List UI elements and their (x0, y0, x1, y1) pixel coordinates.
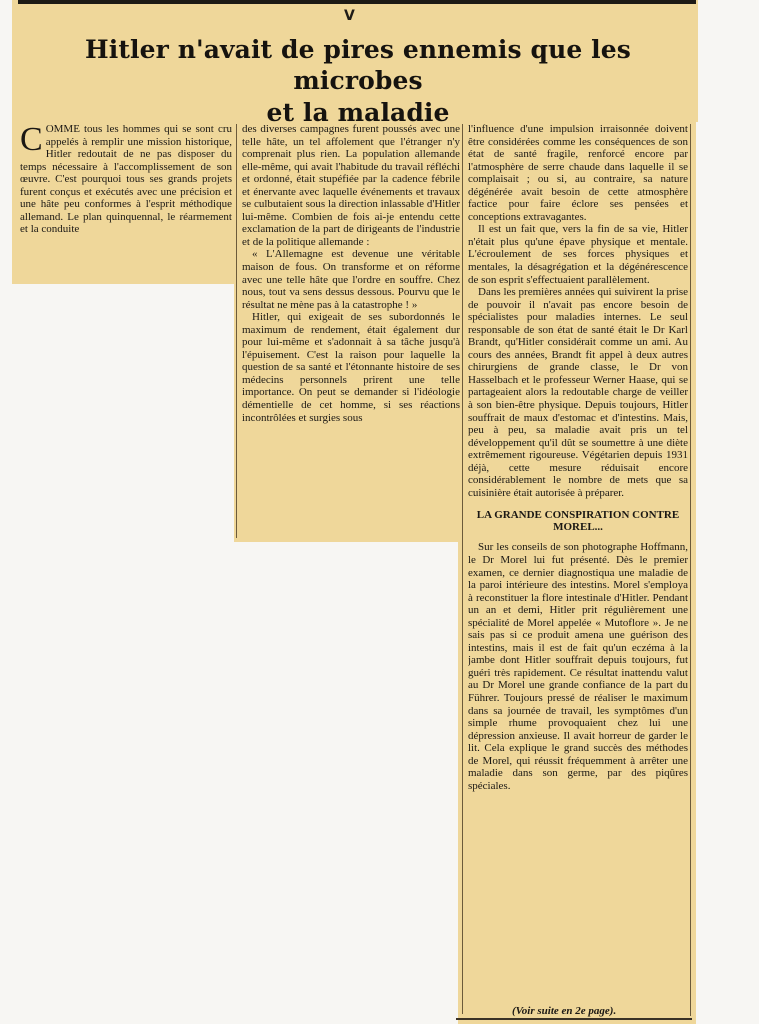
drop-cap: C (20, 123, 43, 158)
paragraph: OMME tous les hommes qui se sont cru appelés à remplir une mission historique, Hitler redoutait de ne pas disposer du temps nécessaire à l'accomplissement de son œuvre. C'est pourquoi tous ses grands projets furent conçus et exécutés avec une précision et une hâte peu conformes à l'esprit méthodique allemand. Le plan quinquennal, le réarmement et la conduite (20, 123, 232, 236)
headline-line-1: Hitler n'avait de pires ennemis que les microbes (85, 35, 631, 96)
column-3 (468, 123, 688, 1003)
headline (20, 34, 696, 128)
bottom-rule (456, 1018, 692, 1020)
column-rule-2 (462, 124, 463, 1014)
paragraph: Dans les premières années qui suivirent la prise de pouvoir il n'avait pas encore besoin de spécialistes pour maladies internes. Le seul responsable de son état de santé était le Dr Karl Brandt, qu'Hitler considérait comme un ami. Au cours des années, Brandt fit appel à deux autres chirurgiens de grande classe, le Dr von Hasselbach et le professeur Werner Haase, qui se partageaient alors la redoutable charge de veiller à son bien-être physique. Depuis toujours, Hitler souffrait de maux d'estomac et d'intestins. Mais, peu à peu, sa maladie avait pris un tel développement qu'il dût se soumettre à une diète extrêmement rigoureuse. Végétarien depuis 1931 déjà, cette mesure réduisait encore considérablement le nombre de mets que sa cuisinière était autorisée à préparer. (468, 286, 688, 499)
headline-line-2: et la maladie (266, 97, 450, 127)
paragraph: « L'Allemagne est devenue une véritable maison de fous. On transforme et on réforme avec une telle hâte que l'ordre en souffre. Chez nous, tout va sens dessus dessous. Pourvu que le résultat ne mène pas à la catastrophe ! » (242, 248, 460, 311)
paragraph: Hitler, qui exigeait de ses subordonnés le maximum de rendement, était également dur pour lui-même et s'adonnait à sa tâche jusqu'à l'épuisement. C'est la raison pour laquelle la question de sa santé et l'étonnante histoire de ses médecins personnels prirent une telle importance. On peut se demander si l'idéologie démentielle de cet homme, si ses réactions incontrôlées et surgies sous (242, 311, 460, 424)
paragraph: des diverses campagnes furent poussés avec une telle hâte, un tel affolement que l'étranger n'y comprenait plus rien. La population allemande elle-même, qui avait l'habitude du travail réfléchi et ordonné, était stupéfiée par la cadence fébrile et énervante avec laquelle événements et travaux se culbutaient sous la direction inlassable d'Hitler lui-même. Combien de fois ai-je entendu cette exclamation de la part de dirigeants de l'industrie et de la politique allemande : (242, 123, 460, 248)
top-border-rule (18, 0, 696, 4)
column-2 (242, 123, 460, 533)
column-rule-1 (236, 124, 237, 538)
right-edge-rule (690, 124, 691, 1016)
paragraph: Sur les conseils de son photographe Hoffmann, le Dr Morel lui fut présenté. Dès le premier examen, ce dernier diagnostiqua une maladie de la paroi intérieure des intestins. Morel s'employa à reconstituer la flore intestinale d'Hitler. Pendant un an et demi, Hitler prit régulièrement une spécialité de Morel appelée « Mutoflore ». Je ne sais pas si ce produit amena une guérison des intestins, mais il est de fait qu'un eczéma à la jambe dont Hitler souffrait depuis toujours, fut guéri très rapidement. Ce résultat inattendu valut au Dr Morel une grande confiance de la part du Führer. Toujours pressé de réaliser le maximum dans sa journée de travail, les symptômes d'un simple rhume provoquaient chez lui une dépression anxieuse. Il avait horreur de garder le lit. Cela explique le grand succès des méthodes de Morel, qui réussit fréquemment à arrêter une maladie dans son germe, par des piqûres spéciales. (468, 541, 688, 792)
column-1 (20, 123, 232, 273)
continued-note: (Voir suite en 2e page). (512, 1005, 617, 1017)
section-marker: V (344, 8, 355, 24)
subheading: LA GRANDE CONSPIRATION CONTRE MOREL... (476, 509, 680, 534)
paragraph: Il est un fait que, vers la fin de sa vie, Hitler n'était plus qu'une épave physique et mentale. L'écroulement de ses forces physiques et mentales, la désagrégation et la dégénérescence de son esprit s'effectuaient parallèlement. (468, 223, 688, 286)
paragraph: l'influence d'une impulsion irraisonnée doivent être considérées comme les conséquences de son état de santé fragile, renforcé encore par l'atmosphère de serre chaude dans laquelle il se complaisait ; ou si, au contraire, sa nature dégénérée avait besoin de cette atmosphère factice pour faire éclore ses pensées et conceptions extravagantes. (468, 123, 688, 223)
